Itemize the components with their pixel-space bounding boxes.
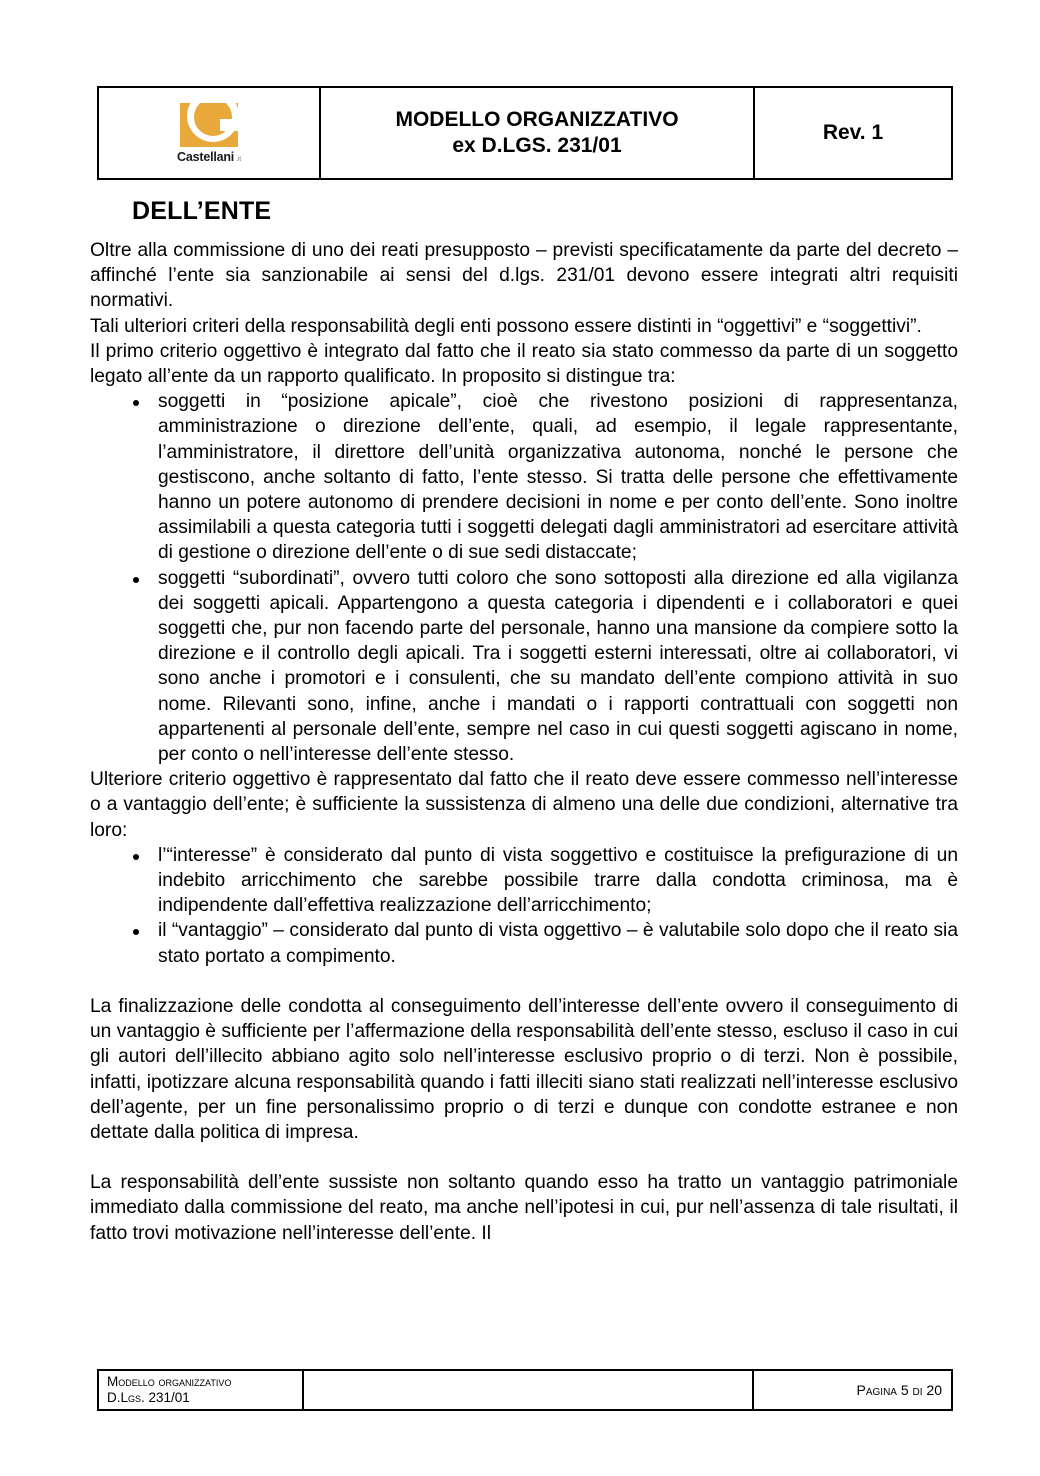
footer-doc-title: Modello organizzativo bbox=[107, 1374, 232, 1389]
footer-doc-reference: D.Lgs. 231/01 bbox=[107, 1390, 190, 1405]
logo-notch bbox=[220, 119, 238, 131]
document-footer-table bbox=[97, 1369, 953, 1411]
company-logo bbox=[155, 103, 263, 164]
logo-tld: .it bbox=[236, 155, 241, 163]
list-item: soggetti “subordinati”, ovvero tutti coloro che sono sottoposti alla direzione ed alla vigilanza dei soggetti apicali. Appartengono a questa categoria i dipendenti e i collaboratori e quei soggetti che, pur non facendo parte del personale, hanno una mansione da compiere sotto la direzione e il controllo degli apicali. Tra i soggetti esterni interessati, oltre ai collaboratori, vi sono anche i promotori e i consulenti, che su mandato dell’ente compiono attività in suo nome. Rilevanti sono, infine, anche i mandati o i rapporti contrattuali con soggetti non appartenenti al personale dell’ente, sempre nel caso in cui questi soggetti agiscano in nome, per conto o nell’interesse dell’ente stesso. bbox=[90, 566, 958, 768]
bullet-list-conditions bbox=[90, 843, 958, 969]
footer-left-cell bbox=[99, 1371, 304, 1409]
header-revision-label: Rev. 1 bbox=[822, 121, 884, 144]
logo-company-name: Castellani bbox=[177, 149, 235, 164]
footer-page-number: Pagina 5 di 20 bbox=[856, 1382, 942, 1398]
paragraph-5: La finalizzazione delle condotta al conseguimento dell’interesse dell’ente ovvero il conseguimento di un vantaggio è sufficiente per l’affermazione della responsabilità dell’ente stesso, escluso il caso in cui gli autori dell’illecito abbiano agito solo nell’interesse esclusivo proprio o di terzi. Non è possibile, infatti, ipotizzare alcuna responsabilità quando i fatti illeciti siano stati realizzati nell’interesse esclusivo dell’agente, per un fine personalissimo proprio o di terzi e dunque con condotte estranee e non dettate dalla politica di impresa. bbox=[90, 995, 958, 1143]
footer-right-cell bbox=[754, 1371, 951, 1409]
list-item: il “vantaggio” – considerato dal punto di vista oggettivo – è valutabile solo dopo che il reato sia stato portato a compimento. bbox=[90, 918, 958, 968]
header-revision-cell bbox=[755, 88, 951, 178]
list-item: l’“interesse” è considerato dal punto di vista soggettivo e costituisce la prefigurazione di un indebito arricchimento che sarebbe possibile trarre dalla condotta criminosa, ma è indipendente dall’effettiva realizzazione dell’arricchimento; bbox=[90, 843, 958, 919]
paragraph-3: Il primo criterio oggettivo è integrato dal fatto che il reato sia stato commesso da parte di un soggetto legato all’ente da un rapporto qualificato. In proposito si distingue tra: bbox=[90, 340, 958, 388]
document-header-table bbox=[97, 86, 953, 180]
header-title-line1: MODELLO ORGANIZZATIVO bbox=[395, 108, 679, 131]
logo-wordmark bbox=[177, 150, 241, 164]
header-title-cell bbox=[321, 88, 755, 178]
paragraph-1: Oltre alla commissione di uno dei reati presupposto – previsti specificatamente da parte del decreto – affinché l’ente sia sanzionabile ai sensi del d.lgs. 231/01 devono essere integrati altri requisiti normativi. bbox=[90, 240, 958, 312]
page-title: DELL’ENTE bbox=[132, 197, 272, 225]
bullet-list-objective-subjects bbox=[90, 389, 958, 767]
castellani-logo-icon bbox=[180, 103, 238, 147]
paragraph-2: Tali ulteriori criteri della responsabilità degli enti possono essere distinti in “oggettivi” e “soggettivi”. bbox=[90, 315, 922, 337]
paragraph-4: Ulteriore criterio oggettivo è rappresentato dal fatto che il reato deve essere commesso nell’interesse o a vantaggio dell’ente; è sufficiente la sussistenza di almeno una delle due condizioni, alternative tra loro: bbox=[90, 769, 958, 841]
header-title-line2: ex D.LGS. 231/01 bbox=[452, 134, 622, 157]
paragraph-6: La responsabilità dell’ente sussiste non soltanto quando esso ha tratto un vantaggio patrimoniale immediato dalla commissione del reato, ma anche nell’ipotesi in cui, pur nell’assenza di tale risultati, il fatto trovi motivazione nell’interesse dell’ente. Il bbox=[90, 1172, 958, 1244]
list-item: soggetti in “posizione apicale”, cioè che rivestono posizioni di rappresentanza, amministrazione o direzione dell’ente, quali, ad esempio, il legale rappresentante, l’amministratore, il direttore dell’unità organizzativa autonoma, nonché le persone che gestiscono, anche soltanto di fatto, l’ente stesso. Si tratta delle persone che effettivamente hanno un potere autonomo di prendere decisioni in nome e per conto dell’ente. Sono inoltre assimilabili a questa categoria tutti i soggetti delegati dagli amministratori ad esercitare attività di gestione o direzione dell’ente o di sue sedi distaccate; bbox=[90, 389, 958, 565]
document-body bbox=[90, 196, 958, 1246]
header-logo-cell bbox=[99, 88, 321, 178]
footer-middle-cell bbox=[304, 1371, 754, 1409]
